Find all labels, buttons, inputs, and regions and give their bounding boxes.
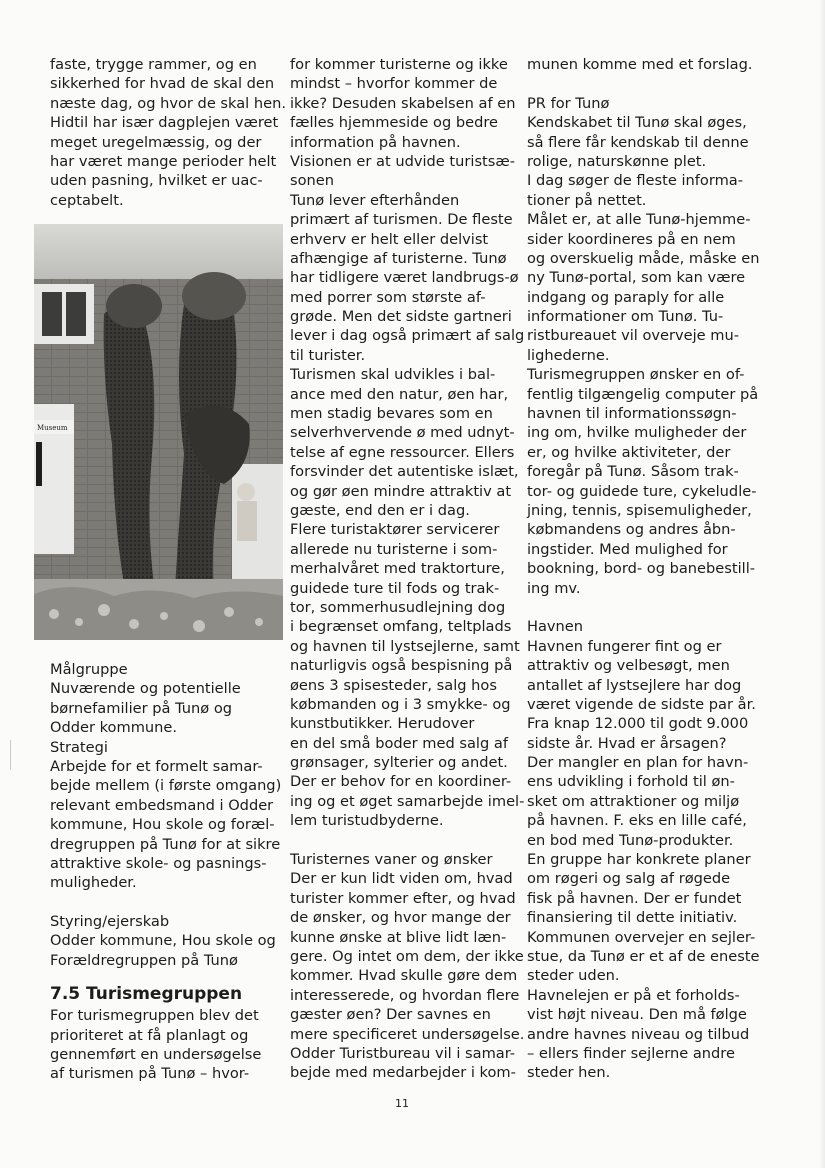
text-line: En gruppe har konkrete planer <box>527 851 751 869</box>
text-line: stue, da Tunø er et af de eneste <box>527 947 760 965</box>
text-line: faste, trygge rammer, og en <box>50 56 257 73</box>
text-line: kunstbutikker. Herudover <box>290 715 475 733</box>
text-line: bejde med medarbejder i kom- <box>290 1064 516 1082</box>
scan-mark <box>10 740 11 770</box>
text-line: gere. Og intet om dem, der ikke <box>290 947 524 965</box>
text-line: Kendskabet til Tunø skal øges, <box>527 114 747 132</box>
text-line: om røgeri og salg af røgede <box>527 870 731 888</box>
text-line: men stadig bevares som en <box>290 405 493 423</box>
text-line: grøde. Men det sidste gartneri <box>290 308 512 326</box>
styring-text <box>50 931 276 970</box>
subheading-malgruppe: Målgruppe <box>50 661 128 678</box>
scan-shadow <box>819 0 825 1168</box>
col1-paragraph <box>50 55 286 210</box>
col3-havnen-section <box>527 617 760 1082</box>
text-line: Arbejde for et formelt samar- <box>50 757 263 775</box>
section-heading: 7.5 Turismegruppen <box>50 984 243 1005</box>
text-line: næste dag, og hvor de skal hen. <box>50 94 286 112</box>
text-line: fisk på havnen. Der er fundet <box>527 889 742 907</box>
text-line: muligheder. <box>50 874 137 892</box>
text-line: sider koordineres på en nem <box>527 230 736 248</box>
text-line: Tunø lever efterhånden <box>290 191 460 209</box>
text-line: merhalvåret med traktorture, <box>290 560 505 578</box>
text-line: andre havnes niveau og tilbud <box>527 1025 750 1043</box>
paragraph-gap <box>50 893 272 912</box>
text-line: indgang og paraply for alle <box>527 288 725 306</box>
text-line: Fra knap 12.000 til godt 9.000 <box>527 715 749 733</box>
text-line: lever i dag også primært af salg <box>290 327 525 345</box>
text-line: så flere får kendskab til denne <box>527 133 749 151</box>
text-line: mindst – hvorfor kommer de <box>290 75 498 93</box>
text-line: erhverv er helt eller delvist <box>290 230 489 248</box>
text-line: information på havnen. <box>290 133 461 151</box>
text-line: Turismen skal udvikles i bal- <box>290 366 496 384</box>
col3-intro <box>527 55 757 74</box>
column-2 <box>290 55 525 1083</box>
text-line: ance med den natur, øen har, <box>290 385 509 403</box>
text-line: Havnen <box>527 618 584 636</box>
text-line: finansiering til dette initiativ. <box>527 909 738 927</box>
text-line: Der er behov for en koordiner- <box>290 773 512 791</box>
text-line: ing om, hvilke muligheder der <box>527 424 747 442</box>
text-line: Havnen fungerer fint og er <box>527 637 722 655</box>
text-line: ny Tunø-portal, som kan være <box>527 269 746 287</box>
text-line: kunne ønske at blive lidt læn- <box>290 928 507 946</box>
text-line: tor, sommerhusudlejning dog <box>290 598 506 616</box>
text-line: Turismegruppen ønsker en of- <box>527 366 745 384</box>
text-line: og havnen til lystsejlerne, samt <box>290 637 520 655</box>
text-line: sket om attraktioner og miljø <box>527 792 740 810</box>
text-line: bookning, bord- og banebestill- <box>527 560 756 578</box>
text-line: Turisternes vaner og ønsker <box>290 851 493 869</box>
text-line: mere specificeret undersøgelse. <box>290 1025 525 1043</box>
text-line: For turismegruppen blev det <box>50 1007 259 1025</box>
text-line: vist højt niveau. Den må følge <box>527 1006 747 1024</box>
text-line: havnen til informationssøgn- <box>527 405 737 423</box>
text-line: PR for Tunø <box>527 94 610 112</box>
text-line: selverhvervende ø med udnyt- <box>290 424 515 442</box>
text-line: Flere turistaktører servicerer <box>290 521 500 539</box>
text-line: købmandens og andres åbn- <box>527 521 736 539</box>
paragraph-gap <box>290 831 512 850</box>
text-line: attraktiv og velbesøgt, men <box>527 657 730 675</box>
column-3 <box>527 55 760 1083</box>
text-line: tor- og guidede ture, cykeludle- <box>527 482 757 500</box>
text-line: I dag søger de fleste informa- <box>527 172 743 190</box>
text-line: gæster øen? Der savnes en <box>290 1006 491 1024</box>
text-line: ing mv. <box>527 579 581 597</box>
text-line: købmanden og i 3 smykke- og <box>290 695 511 713</box>
text-line: til turister. <box>290 346 366 364</box>
paragraph-gap <box>527 598 757 617</box>
text-line: været vigende de sidste par år. <box>527 695 756 713</box>
text-line: Odder kommune, Hou skole og <box>50 932 276 950</box>
text-line: interesserede, og hvordan flere <box>290 986 520 1004</box>
text-line: sikkerhed for hvad de skal den <box>50 75 275 93</box>
text-line: primært af turismen. De fleste <box>290 211 513 229</box>
col2-paragraphs <box>290 55 525 831</box>
text-line: Havnelejen er på et forholds- <box>527 986 740 1004</box>
text-line: sidste år. Hvad er årsagen? <box>527 734 727 752</box>
text-line: Odder kommune. <box>50 719 178 737</box>
sculpture-photo <box>34 224 283 640</box>
text-line: sonen <box>290 172 335 190</box>
text-line: Der er kun lidt viden om, hvad <box>290 870 513 888</box>
text-line: ingstider. Med mulighed for <box>527 540 728 558</box>
text-line: med porrer som største af- <box>290 288 486 306</box>
text-line: for kommer turisterne og ikke <box>290 56 508 73</box>
text-line: prioriteret at få planlagt og <box>50 1026 249 1044</box>
text-line: relevant embedsmand i Odder <box>50 796 274 814</box>
text-line: steder uden. <box>527 967 620 985</box>
text-line: rolige, naturskønne plet. <box>527 152 707 170</box>
text-line: attraktive skole- og pasnings- <box>50 854 267 872</box>
text-line: børnefamilier på Tunø og <box>50 699 233 717</box>
text-line: Forældregruppen på Tunø <box>50 951 238 969</box>
text-line: har tidligere været landbrugs-ø <box>290 269 519 287</box>
text-line: Hidtil har især dagplejen været <box>50 114 279 132</box>
text-line: fælles hjemmeside og bedre <box>290 114 499 132</box>
text-line: i begrænset omfang, teltplads <box>290 618 512 636</box>
text-line: bejde mellem (i første omgang) <box>50 777 282 795</box>
text-line: øens 3 spisesteder, salg hos <box>290 676 497 694</box>
text-line: lighederne. <box>527 346 610 364</box>
column-1-top <box>50 55 286 210</box>
text-line: steder hen. <box>527 1064 611 1082</box>
text-line: ikke? Desuden skabelsen af en <box>290 94 516 112</box>
text-line: antallet af lystsejlere har dog <box>527 676 742 694</box>
text-line: meget uregelmæssig, og der <box>50 133 262 151</box>
text-line: gennemført en undersøgelse <box>50 1046 262 1064</box>
text-line: af turismen på Tunø – hvor- <box>50 1065 250 1083</box>
subheading-strategi: Strategi <box>50 738 108 756</box>
text-line: er, og hvilke aktiviteter, der <box>527 443 731 461</box>
paragraph-gap <box>50 970 272 980</box>
text-line: kommer. Hvad skulle gøre dem <box>290 967 518 985</box>
text-line: Målet er, at alle Tunø-hjemme- <box>527 211 751 229</box>
text-line: fentlig tilgængelig computer på <box>527 385 759 403</box>
text-line: foregår på Tunø. Såsom trak- <box>527 463 739 481</box>
text-line: og overskuelig måde, måske en <box>527 249 760 267</box>
text-line: gæste, end den er i dag. <box>290 501 470 519</box>
text-line: grønsager, sylterier og andet. <box>290 754 508 772</box>
text-line: informationer om Tunø. Tu- <box>527 308 724 326</box>
text-line: de ønsker, og hvor mange der <box>290 909 511 927</box>
text-line: ing og et øget samarbejde imel- <box>290 792 525 810</box>
text-line: naturligvis også bespisning på <box>290 657 513 675</box>
text-line: Kommunen overvejer en sejler- <box>527 928 756 946</box>
text-line: Visionen er at udvide turistsæ- <box>290 152 515 170</box>
text-line: jning, tennis, spisemuligheder, <box>527 501 752 519</box>
text-line: tioner på nettet. <box>527 191 647 209</box>
col3-pr-section <box>527 94 760 598</box>
text-line: guidede ture til fods og trak- <box>290 579 500 597</box>
text-line: munen komme med et forslag. <box>527 56 753 73</box>
subheading-styring: Styring/ejerskab <box>50 913 170 931</box>
text-line: kommune, Hou skole og foræl- <box>50 816 275 834</box>
strategi-text <box>50 757 282 893</box>
col2-visitors-section <box>290 850 525 1083</box>
text-line: dregruppen på Tunø for at sikre <box>50 835 281 853</box>
text-line: allerede nu turisterne i som- <box>290 540 498 558</box>
text-line: Der mangler en plan for havn- <box>527 754 749 772</box>
text-line: Odder Turistbureau vil i samar- <box>290 1044 516 1062</box>
text-line: – ellers finder sejlerne andre <box>527 1044 735 1062</box>
text-line: uden pasning, hvilket er uac- <box>50 172 263 190</box>
text-line: ceptabelt. <box>50 191 124 209</box>
museum-sign: Museum <box>37 424 68 432</box>
text-line: telse af egne ressourcer. Ellers <box>290 443 515 461</box>
page-number: 11 <box>395 1097 409 1110</box>
text-line: ristbureauet vil overveje mu- <box>527 327 740 345</box>
text-line: Nuværende og potentielle <box>50 680 241 698</box>
malgruppe-text <box>50 679 272 737</box>
text-line: på havnen. F. eks en lille café, <box>527 812 747 830</box>
text-line: og gør øen mindre attraktiv at <box>290 482 512 500</box>
text-line: forsvinder det autentiske islæt, <box>290 463 519 481</box>
text-line: lem turistudbyderne. <box>290 812 444 830</box>
paragraph-gap <box>527 74 757 93</box>
section-text <box>50 1006 272 1084</box>
text-line: turister kommer efter, og hvad <box>290 889 516 907</box>
text-line: en del små boder med salg af <box>290 734 508 752</box>
column-1-bottom <box>50 660 282 1084</box>
text-line: en bod med Tunø-produkter. <box>527 831 734 849</box>
text-line: ens udvikling i forhold til øn- <box>527 773 735 791</box>
text-line: har været mange perioder helt <box>50 152 277 170</box>
text-line: afhængige af turisterne. Tunø <box>290 249 507 267</box>
